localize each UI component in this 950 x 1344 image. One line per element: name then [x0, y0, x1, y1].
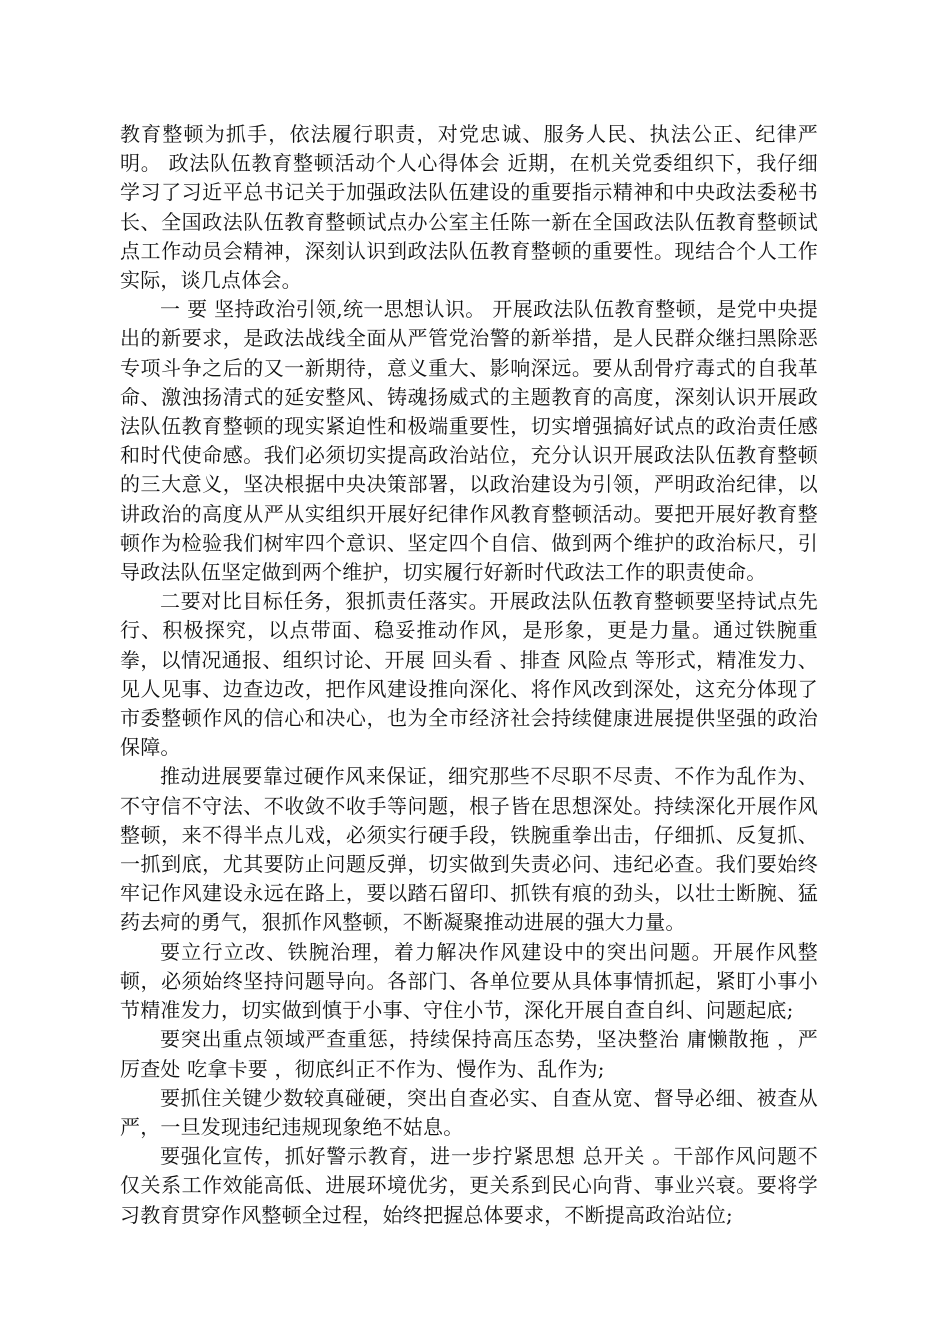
paragraph-style-assurance: 推动进展要靠过硬作风来保证，细究那些不尽职不尽责、不作为乱作为、不守信不守法、不收敛不收手等问题，根子皆在思想深处。持续深化开展作风整顿，来不得半点儿戏，必须实行硬手段，铁腕重拳出击，仔细抓、反复抓、一抓到底，尤其要防止问题反弹，切实做到失责必问、违纪必查。我们要始终牢记作风建设永远在路上，要以踏石留印、抓铁有痕的劲头，以壮士断腕、猛药去疴的勇气，狠抓作风整顿，不断凝聚推动进展的强大力量。 [120, 764, 818, 935]
paragraph-immediate-correction: 要立行立改、铁腕治理，着力解决作风建设中的突出问题。开展作风整顿，必须始终坚持问题导向。各部门、各单位要从具体事情抓起，紧盯小事小节精准发力，切实做到慎于小事、守住小节，深化开展自查自纠、问题起底; [120, 939, 818, 1023]
document-body [120, 120, 818, 1230]
paragraph-point-two: 二要对比目标任务，狠抓责任落实。开展政法队伍教育整顿要坚持试点先行、积极探究，以点带面、稳妥推动作风，是形象，更是力量。通过铁腕重拳，以情况通报、组织讨论、开展 回头看 、排查 风险点 等形式，精准发力、见人见事、边查边改，把作风建设推向深化、将作风改到深处，这充分体现了市委整顿作风的信心和决心，也为全市经济社会持续健康进展提供坚强的政治保障。 [120, 589, 818, 760]
paragraph-point-one: 一 要 坚持政治引领,统一思想认识。 开展政法队伍教育整顿，是党中央提出的新要求，是政法战线全面从严管党治警的新举措，是人民群众继扫黑除恶专项斗争之后的又一新期待，意义重大、影响深远。要从刮骨疗毒式的自我革命、激浊扬清式的延安整风、铸魂扬威式的主题教育的高度，深刻认识开展政法队伍教育整顿的现实紧迫性和极端重要性，切实增强搞好试点的政治责任感和时代使命感。我们必须切实提高政治站位，充分认识开展政法队伍教育整顿的三大意义，坚决根据中央决策部署，以政治建设为引领，严明政治纪律，以讲政治的高度从严从实组织开展好纪律作风教育整顿活动。要把开展好教育整顿作为检验我们树牢四个意识、坚定四个自信、做到两个维护的政治标尺，引导政法队伍坚定做到两个维护，切实履行好新时代政法工作的职责使命。 [120, 297, 818, 585]
paragraph-intro: 教育整顿为抓手，依法履行职责，对党忠诚、服务人民、执法公正、纪律严明。 政法队伍教育整顿活动个人心得体会 近期，在机关党委组织下，我仔细学习了习近平总书记关于加强政法队伍建设的重要指示精神和中央政法委秘书长、全国政法队伍教育整顿试点办公室主任陈一新在全国政法队伍教育整顿试点工作动员会精神，深刻认识到政法队伍教育整顿的重要性。现结合个人工作实际，谈几点体会。 [120, 122, 818, 293]
paragraph-key-minority: 要抓住关键少数较真碰硬，突出自查必实、自查从宽、督导必细、被查从严，一旦发现违纪违规现象绝不姑息。 [120, 1085, 818, 1139]
paragraph-publicity-education: 要强化宣传，抓好警示教育，进一步拧紧思想 总开关 。干部作风问题不仅关系工作效能高低、进展环境优劣，更关系到民心向背、事业兴衰。要将学习教育贯穿作风整顿全过程，始终把握总体要求，不断提高政治站位; [120, 1144, 818, 1227]
paragraph-key-areas: 要突出重点领域严查重惩，持续保持高压态势，坚决整治 庸懒散拖 ，严厉查处 吃拿卡要 ，彻底纠正不作为、慢作为、乱作为; [120, 1027, 818, 1081]
